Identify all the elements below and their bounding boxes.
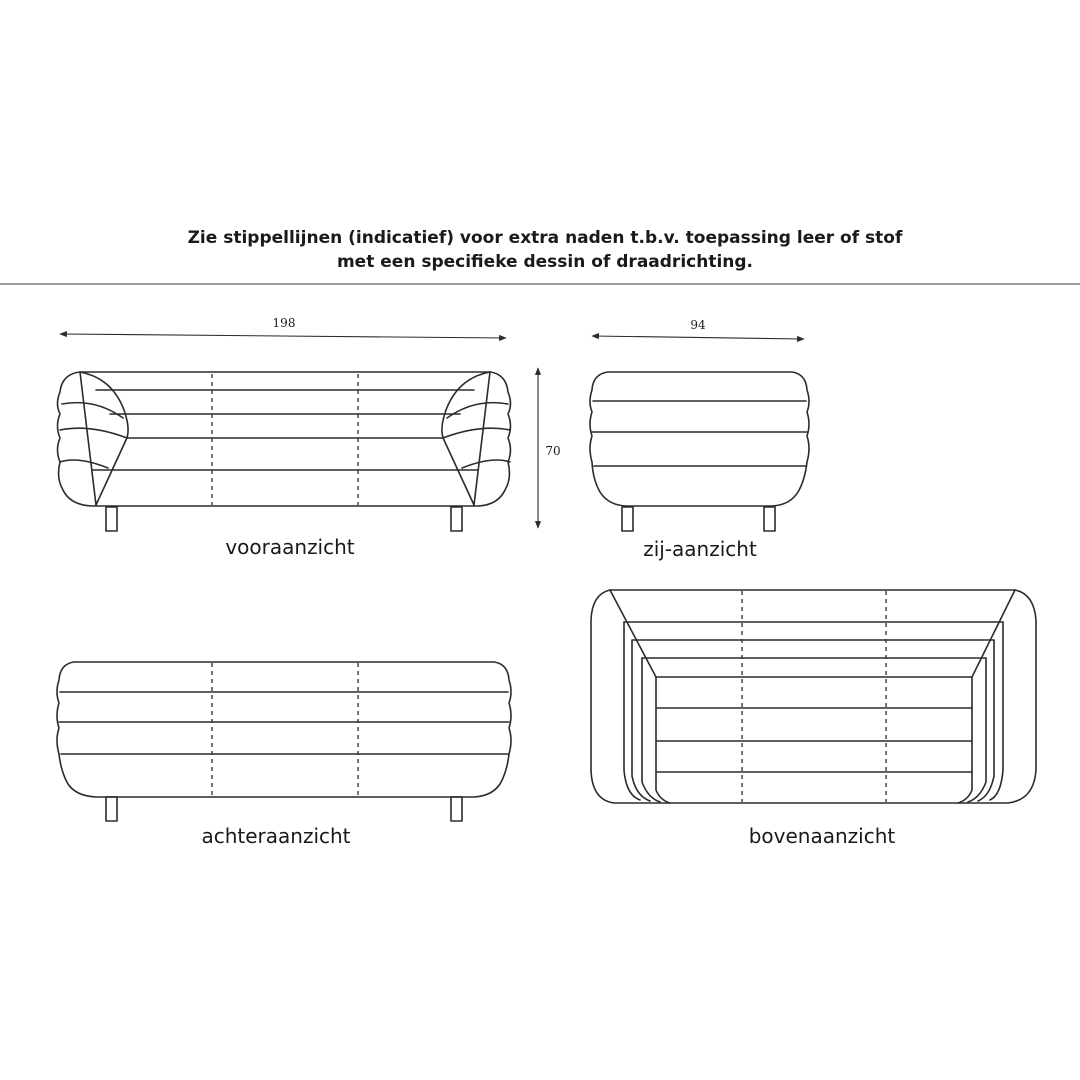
top-left-corner-diagonal (610, 590, 656, 677)
side-view (590, 318, 809, 561)
top-left-arm-seam-2 (642, 658, 660, 802)
front-left-arm-front-edge (80, 372, 96, 505)
front-width-label: 198 (272, 316, 296, 330)
top-right-arm-seam-3 (958, 677, 972, 803)
front-left-leg (106, 507, 117, 531)
top-view (591, 590, 1036, 848)
top-right-arm-seam-2 (968, 658, 986, 802)
front-right-leg (451, 507, 462, 531)
caption-line-1: Zie stippellijnen (indicatief) voor extra naden t.b.v. toepassing leer of stof (187, 228, 903, 248)
side-depth-dimension-line (592, 336, 804, 339)
top-right-arm-inner (990, 622, 1003, 800)
front-view-label: vooraanzicht (225, 535, 355, 559)
top-view-label: bovenaanzicht (748, 824, 896, 848)
front-right-arm-seam-1 (447, 403, 508, 418)
back-sofa-outline (57, 662, 511, 797)
front-width-dimension-line (60, 334, 506, 338)
front-sofa-outline (58, 372, 511, 506)
side-front-leg (622, 507, 633, 531)
back-view (57, 662, 511, 848)
top-left-arm-seam-1 (632, 640, 650, 801)
height-label: 70 (545, 444, 561, 458)
front-left-arm-seam-2 (60, 428, 127, 438)
back-view-label: achteraanzicht (201, 824, 351, 848)
back-right-leg (451, 797, 462, 821)
front-left-arm-seam-1 (62, 403, 123, 418)
side-back-leg (764, 507, 775, 531)
front-left-arm-seam-3 (60, 460, 108, 468)
side-sofa-outline (590, 372, 809, 506)
back-left-leg (106, 797, 117, 821)
front-right-arm-seam-2 (443, 428, 510, 438)
side-view-label: zij-aanzicht (643, 537, 757, 561)
side-depth-label: 94 (690, 318, 706, 332)
front-right-arm-front-edge (474, 372, 490, 505)
front-right-arm-seam-3 (462, 460, 510, 468)
front-view (58, 316, 561, 559)
caption-line-2: met een specifieke dessin of draadrichting. (336, 252, 754, 272)
top-left-arm-seam-3 (656, 677, 670, 803)
